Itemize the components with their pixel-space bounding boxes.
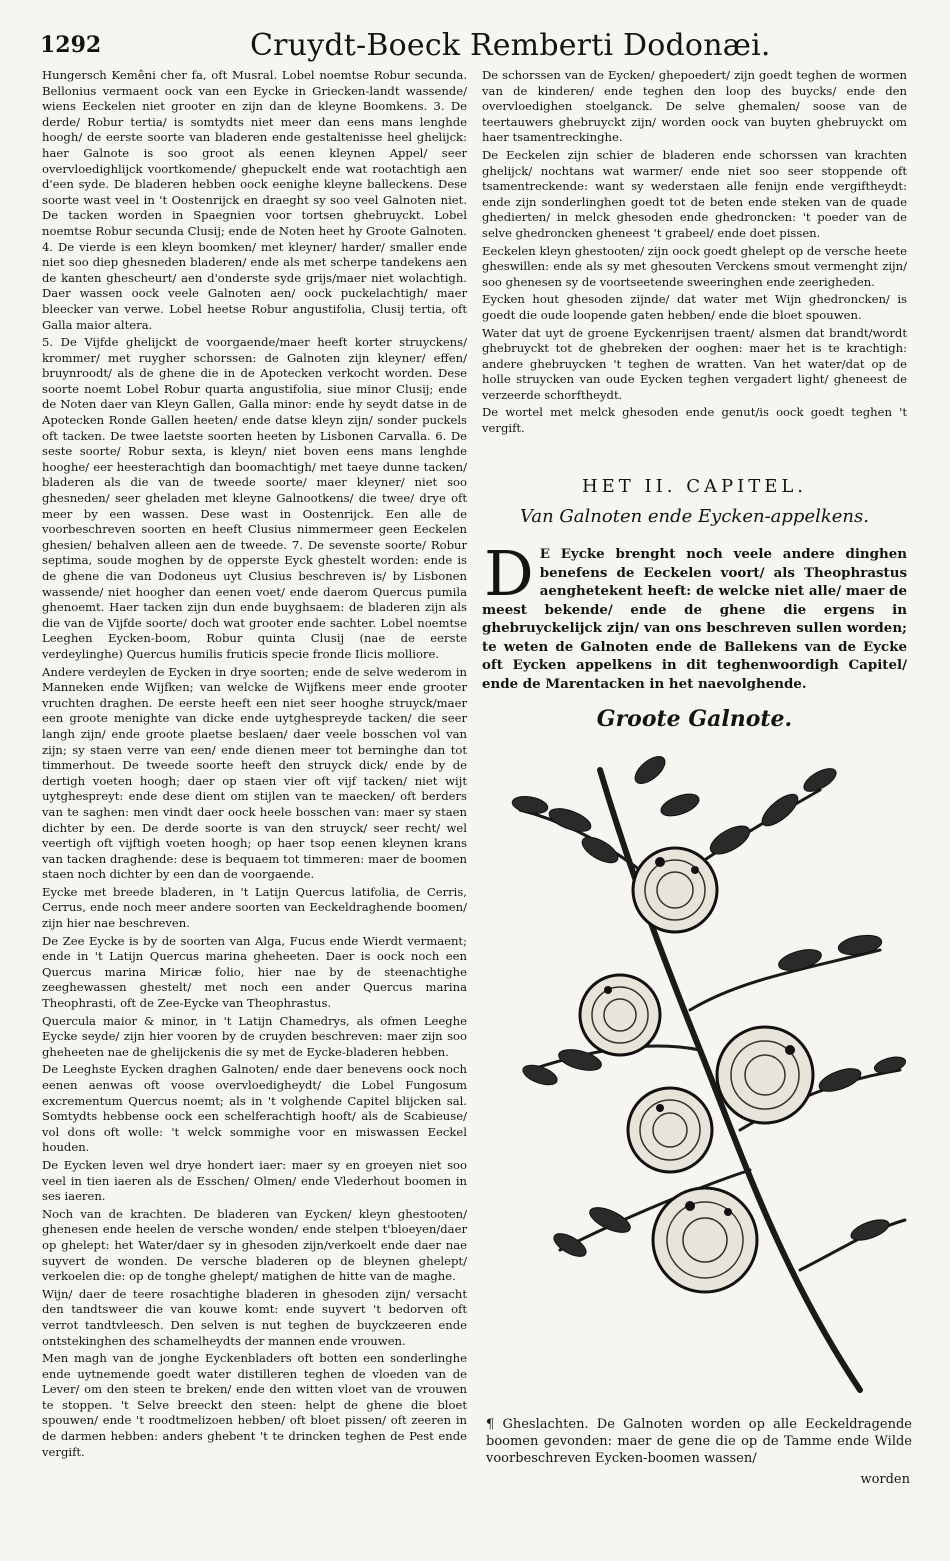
- paragraph: Water dat uyt de groene Eyckenrijsen traent/ alsmen dat brandt/wordt ghebruyckt tot de ghebreken der ooghen: maer het is te krachtigh: andere ghebruycken 't teghen de wratten. Van het water/dat op de holle struycken van oude Eycken teghen vergadert light/ gheneest de verzeerde schorftheydt.: [482, 325, 907, 402]
- paragraph: Hungersch Kemêni cher fa, oft Musral. Lobel noemtse Robur secunda. Bellonius vermaent oock van een Eycke in Griecken-landt wassende/ wiens Eeckelen niet grooter en zijn dan de kleyne Boomkens. 3. De derde/ Robur tertia/ is somtydts niet meer dan eens mans lenghde hoogh/ de eerste soorte van bladeren ende gestaltenisse heel ghelijck: haer Galnote is soo groot als eenen kleynen Appel/ seer overvloedighlijck voortkomende/ ghepuckelt ende wat rootachtigh aen d'een syde. De bladeren hebben oock eenighe kleyne balleckens. Dese soorte wast veel in 't Oostenrijck en draeght sy soo veel Galnoten niet. De tacken worden in Spaegnien voor tortsen ghebruyckt. Lobel noemtse Robur secunda Clusij; ende de Noten heet hy Groote Galnoten. 4. De vierde is een kleyn boomken/ met kleyner/ harder/ smaller ende niet soo diep ghesneden bladeren/ ende als met scherpe tandekens aen de kanten ghescheurt/ aen d'onderste syde grijs/maer niet wolachtigh. Daer wassen oock veele Galnoten aen/ oock puckelachtigh/ maer bleecker van verwe. Lobel heetse Robur angustifolia, Clusij tertia, oft Galla maior altera.: [42, 68, 467, 332]
- catchword: worden: [860, 1472, 910, 1487]
- oak-gall-woodcut-illustration: [500, 750, 910, 1415]
- figure-caption: Groote Galnote.: [596, 706, 793, 732]
- chapter-intro: [482, 537, 907, 693]
- paragraph: Noch van de krachten. De bladeren van Eycken/ kleyn ghestooten/ ghenesen ende heelen de versche wonden/ ende stelpen t'bloeyen/daer op ghelept: het Water/daer sy in ghesoden zijn/verkoelt ende daer nae suyvert de wonden. De versche bladeren op de bleynen ghelept/ verkoelen die: op de tonghe ghelept/ matighen de hitte van de maghe.: [42, 1206, 467, 1284]
- intro-text: E Eycke brenght noch veele andere dinghen benefens de Eeckelen voort/ als Theophrastus aenghetekent heeft: de welcke niet alle/ maer de meest bekende/ ende de ghene die ergens in ghebruyckelijck zijn/ van ons beschreven sullen worden; te weten de Galnoten ende de Ballekens van de Eycke oft Eycken appelkens in dit teghenwoordigh Capitel/ ende de Marentacken in het naevolghende.: [482, 546, 907, 692]
- left-column: [42, 68, 467, 1513]
- running-title: Cruydt-Boeck Remberti Dodonæi.: [250, 28, 771, 63]
- right-column-top: [482, 68, 907, 458]
- paragraph: Eycken hout ghesoden zijnde/ dat water met Wijn ghedroncken/ is goedt die oude loopende gaten hebben/ ende die bloet spouwen.: [482, 292, 907, 322]
- paragraph: De schorssen van de Eycken/ ghepoedert/ zijn goedt teghen de wormen van de kinderen/ ende teghen den loop des buycks/ ende den overvloedighen stoelganck. De selve ghemalen/ soose van de teertauwers ghebruyckt zijn/ worden oock van buyten ghebruyckt om haer tsamentreckinghe.: [482, 68, 907, 145]
- paragraph: De Eycken leven wel drye hondert iaer: maer sy en groeyen niet soo veel in tien iaeren als de Esschen/ Olmen/ ende Vlederhout boomen in ses iaeren.: [42, 1157, 467, 1204]
- page-number: 1292: [40, 32, 102, 58]
- paragraph: De wortel met melck ghesoden ende genut/is oock goedt teghen 't vergift.: [482, 405, 907, 436]
- paragraph: 5. De Vijfde ghelijckt de voorgaende/maer heeft korter struyckens/ krommer/ met ruygher schorssen: de Galnoten zijn kleyner/ effen/ bruynroodt/ als de ghene die in de Apotecken verkocht worden. Dese soorte noemt Lobel Robur quarta angustifolia, siue minor Clusij; ende de Noten daer van Kleyn Gallen, Galla minor: ende hy seydt datse in de Apotecken Ronde Gallen heeten/ ende datse kleyn zijn/ sonder puckels oft tacken. De twee laetste soorten heeten by Lisbonen Carvalla. 6. De seste soorte/ Robur sexta, is kleyn/ niet boven eens mans lenghde hooghe/ eer heesterachtigh dan boomachtigh/ met taeye dunne tacken/ bladeren als die van de tweede soorte/ maer kleyner/ niet soo ghesneden/ seer gheladen met kleyne Galnootkens/ die twee/ drye oft meer by een wassen. Dese wast in Oostenrijck. Een alle de voorbeschreven soorten en heeft Clusius nimmermeer geen Eeckelen ghesien/ behalven alleen aen de tweede. 7. De sevenste soorte/ Robur septima, soude moghen by de opperste Eyck ghestelt worden: ende is de ghene die van Dodoneus uyt Clusius beschreven is/ by Lisbonen wassende/ niet hoogher dan eenen voet/ ende daerom Quercus pumila ghenoemt. Haer tacken zijn dun ende buyghsaem: de bladeren zijn als die van de Vijfde soorte/ doch wat grooter ende sachter. Lobel noemtse Leeghen Eycken-boom, Robur quinta Clusij (nae de eerste verdeylinghe) Quercus humilis fruticis specie fronde Ilicis molliore.: [42, 335, 467, 661]
- page-header: [40, 28, 910, 68]
- drop-cap: D: [484, 537, 534, 610]
- paragraph: Quercula maior & minor, in 't Latijn Chamedrys, als ofmen Leeghe Eycke seyde/ zijn hier vooren by de cruyden beschreven: maer zijn soo gheheeten nae de ghelijckenis die sy met de Eycke-bladeren hebben.: [42, 1013, 467, 1059]
- paragraph: Wijn/ daer de teere rosachtighe bladeren in ghesoden zijn/ versacht den tandtsweer die van kouwe komt: ende suyvert 't bedorven oft verrot tandtvleesch. Den selven is nut teghen de buyckzeeren ende ontstekinghen des schamelheydts der mannen ende vrouwen.: [42, 1286, 467, 1348]
- paragraph: Eycke met breede bladeren, in 't Latijn Quercus latifolia, de Cerris, Cerrus, ende noch meer andere soorten van Eeckeldraghende boomen/ zijn hier nae beschreven.: [42, 884, 467, 931]
- paragraph: Eeckelen kleyn ghestooten/ zijn oock goedt ghelept op de versche heete gheswillen: ende als sy met ghesouten Verckens smout vermenght zijn/ soo ghenesen sy de voortseetende sweeringhen ende zeerigheden.: [482, 243, 907, 289]
- chapter-subtitle: Van Galnoten ende Eycken-appelkens.: [520, 506, 869, 527]
- paragraph: De Zee Eycke is by de soorten van Alga, Fucus ende Wierdt vermaent; ende in 't Latijn Quercus marina gheheeten. Daer is oock noch een Quercus marina Miricæ folio, hier nae by de steenachtighe zeeghewassen ghestelt/ met noch een ander Quercus marina Theophrasti, oft de Zee-Eycke van Theophrastus.: [42, 933, 467, 1011]
- paragraph: Andere verdeylen de Eycken in drye soorten; ende de selve wederom in Manneken ende Wijfken; van welcke de Wijfkens meer ende grooter vruchten draghen. De eerste heeft een niet seer hooghe struyck/maer een groote menighte van dicke ende uytghespreyde tacken/ die seer langh zijn/ ende groote plaetse beslaen/ daer veele bosschen vol van zijn; sy staen verre van een/ ende dienen meer tot berninghe dan tot timmerhout. De tweede soorte heeft den struyck dick/ ende by de dertigh voeten hoogh; daer op staen vier oft vijf tacken/ niet wijt uytghespreyt: ende dese dient om stijlen van te maecken/ oft berders van te saghen: men vindt daer oock heele bosschen van: maer sy staen dichter by een. De derde soorte is van den struyck/ seer recht/ wel veertigh oft vijftigh voeten hoogh; op haer tsop eenen kleynen krans van tacken draghende: dese is bequaem tot timmeren: maer de boomen staen noch dichter by een dan de voorgaende.: [42, 664, 467, 882]
- species-note: ¶ Gheslachten. De Galnoten worden op alle Eeckeldragende boomen gevonden: maer de gene die op de Tamme ende Wilde voorbeschreven Eycken-boomen wassen/: [486, 1417, 912, 1466]
- paragraph: De Leeghste Eycken draghen Galnoten/ ende daer benevens oock noch eenen aenwas oft voose overvloedigheydt/ die Lobel Fungosum excrementum Quercus noemt; als in 't volghende Capitel blijcken sal. Somtydts hebbense oock een schelferachtigh hooft/ als de Scabieuse/ vol dons oft wolle: 't welck sommighe voor en miswassen Eeckel houden.: [42, 1062, 467, 1155]
- paragraph: De Eeckelen zijn schier de bladeren ende schorssen van krachten ghelijck/ nochtans wat warmer/ ende niet soo seer stoppende oft tsamentreckende: want sy wederstaen alle fenijn ende vergiftheydt: ende zijn sonderlinghen goedt tot de beten ende steken van de quade ghedierten/ in melck ghesoden ende ghedroncken: 't poeder van de selve ghedroncken gheneest 't grabeel/ ende doet pissen.: [482, 147, 907, 240]
- chapter-heading: HET II. CAPITEL.: [581, 476, 808, 497]
- paragraph: Men magh van de jonghe Eyckenbladers oft botten een sonderlinghe ende uytnemende goedt water distilleren teghen de vloeden van de Lever/ om den steen te breken/ ende den witten vloet van de vrouwen te stoppen. 't Selve breeckt den steen: helpt de ghene die bloet spouwen/ ende 't roodtmelizoen hebben/ oft bloet pissen/ oft zeeren in de darmen hebben: anders ghebent 't te drincken teghen de Pest ende vergift.: [42, 1351, 467, 1459]
